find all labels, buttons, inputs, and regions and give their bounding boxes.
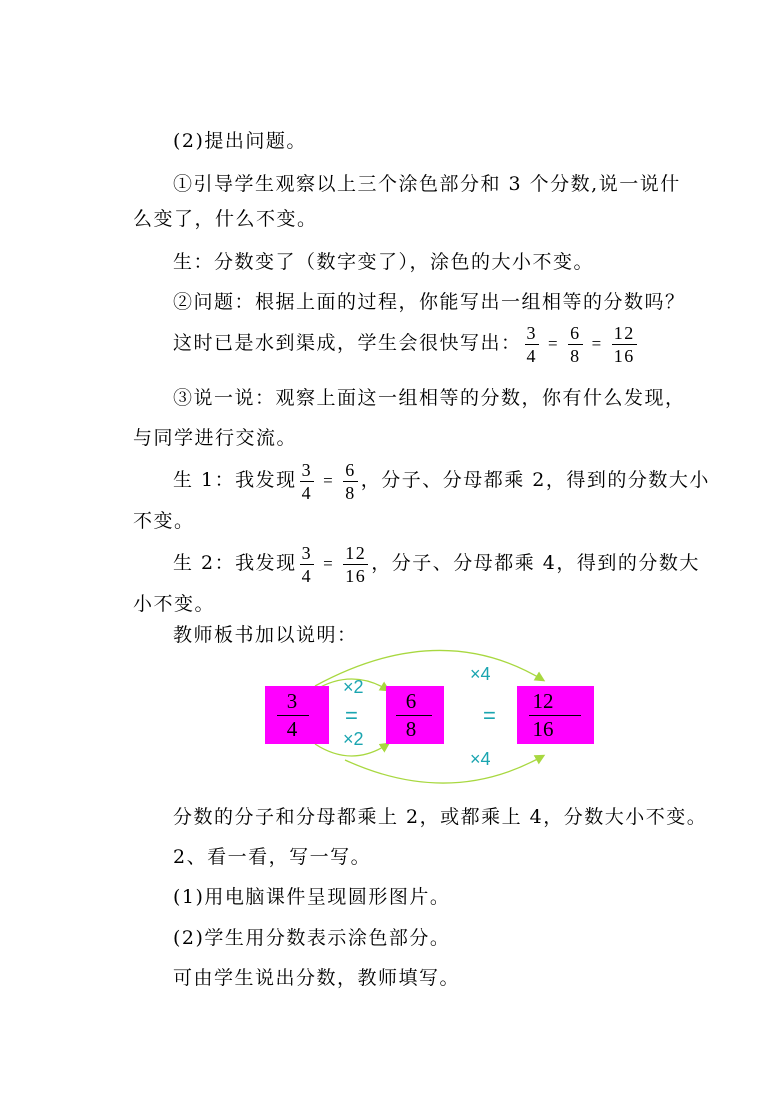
box-denominator: 8 [405, 717, 417, 741]
fraction-3-4 [300, 542, 315, 587]
numerator: 6 [345, 459, 356, 480]
paragraph-look-write: 2、看一看，写一写。 [173, 846, 372, 868]
numerator: 6 [570, 322, 581, 343]
paragraph-student-answer: 生：分数变了（数字变了），涂色的大小不变。 [173, 251, 595, 273]
box-denominator: 4 [286, 717, 298, 741]
times2-top-label: ×2 [343, 677, 364, 697]
paragraph-suffix: ，分子、分母都乘 2，得到的分数大小 [360, 469, 710, 491]
numerator: 12 [345, 542, 367, 563]
box-fraction-bar [529, 715, 581, 716]
box-fraction-bar [277, 715, 309, 716]
paragraph-prefix: 生 1：我发现 [173, 469, 297, 491]
paragraph-student1-cont: 不变。 [133, 510, 195, 532]
fraction-6-8 [568, 322, 583, 367]
equals-sign: = [323, 471, 335, 490]
paragraph-discuss: ③说一说：观察上面这一组相等的分数，你有什么发现， [173, 387, 686, 409]
paragraph-guide-observe-cont: 么变了，什么不变。 [133, 208, 318, 230]
times4-bottom-label: ×4 [470, 749, 491, 769]
paragraph-write-equal-fractions [173, 318, 640, 369]
denominator: 8 [345, 482, 356, 503]
equals-sign-1: = [345, 703, 358, 728]
numerator: 3 [301, 459, 313, 480]
paragraph-guide-observe: ①引导学生观察以上三个涂色部分和 3 个分数,说一说什 [173, 173, 681, 195]
paragraph-raise-question: (2)提出问题。 [173, 130, 307, 152]
box-numerator: 3 [286, 689, 298, 713]
fraction-box-12-16 [517, 686, 594, 744]
paragraph-discuss-cont: 与同学进行交流。 [133, 427, 298, 449]
fraction-12-16 [612, 322, 637, 367]
paragraph-suffix: ，分子、分母都乘 4，得到的分数大 [371, 552, 700, 574]
box-numerator: 6 [405, 689, 417, 713]
fraction-6-8 [343, 459, 358, 504]
box-numerator: 12 [532, 689, 554, 713]
equals-sign-2: = [483, 703, 496, 728]
denominator: 4 [526, 345, 538, 366]
paragraph-prefix: 生 2：我发现 [173, 552, 297, 574]
numerator: 3 [526, 322, 538, 343]
denominator: 16 [345, 565, 367, 586]
denominator: 4 [301, 482, 313, 503]
equals-sign: = [548, 334, 560, 353]
numerator: 3 [301, 542, 313, 563]
paragraph-student2-cont: 小不变。 [133, 593, 216, 615]
equals-sign: = [591, 334, 603, 353]
paragraph-represent-shaded: (2)学生用分数表示涂色部分。 [173, 927, 451, 949]
fraction-3-4 [300, 459, 315, 504]
fraction-3-4 [525, 322, 540, 367]
paragraph-student2 [173, 538, 700, 589]
denominator: 4 [301, 565, 313, 586]
times2-bottom-label: ×2 [343, 729, 364, 749]
paragraph-teacher-board: 教师板书加以说明： [173, 624, 358, 646]
times4-top-label: ×4 [470, 664, 491, 684]
paragraph-prefix: 这时已是水到渠成，学生会很快写出： [173, 332, 522, 354]
denominator: 8 [570, 345, 581, 366]
fraction-box-6-8 [386, 686, 444, 744]
arrow-times4-bottom [345, 756, 543, 783]
paragraph-student1 [173, 455, 710, 506]
box-denominator: 16 [532, 717, 554, 741]
paragraph-show-circle: (1)用电脑课件呈现圆形图片。 [173, 886, 451, 908]
fraction-12-16 [343, 542, 368, 587]
paragraph-question: ②问题：根据上面的过程，你能写出一组相等的分数吗？ [173, 291, 686, 313]
paragraph-conclusion: 分数的分子和分母都乘上 2，或都乘上 4，分数大小不变。 [173, 806, 708, 828]
box-fraction-bar [396, 715, 432, 716]
equals-sign: = [323, 554, 335, 573]
paragraph-teacher-fill: 可由学生说出分数，教师填写。 [173, 967, 461, 989]
numerator: 12 [613, 322, 635, 343]
denominator: 16 [613, 345, 635, 366]
fraction-box-3-4 [265, 686, 329, 744]
